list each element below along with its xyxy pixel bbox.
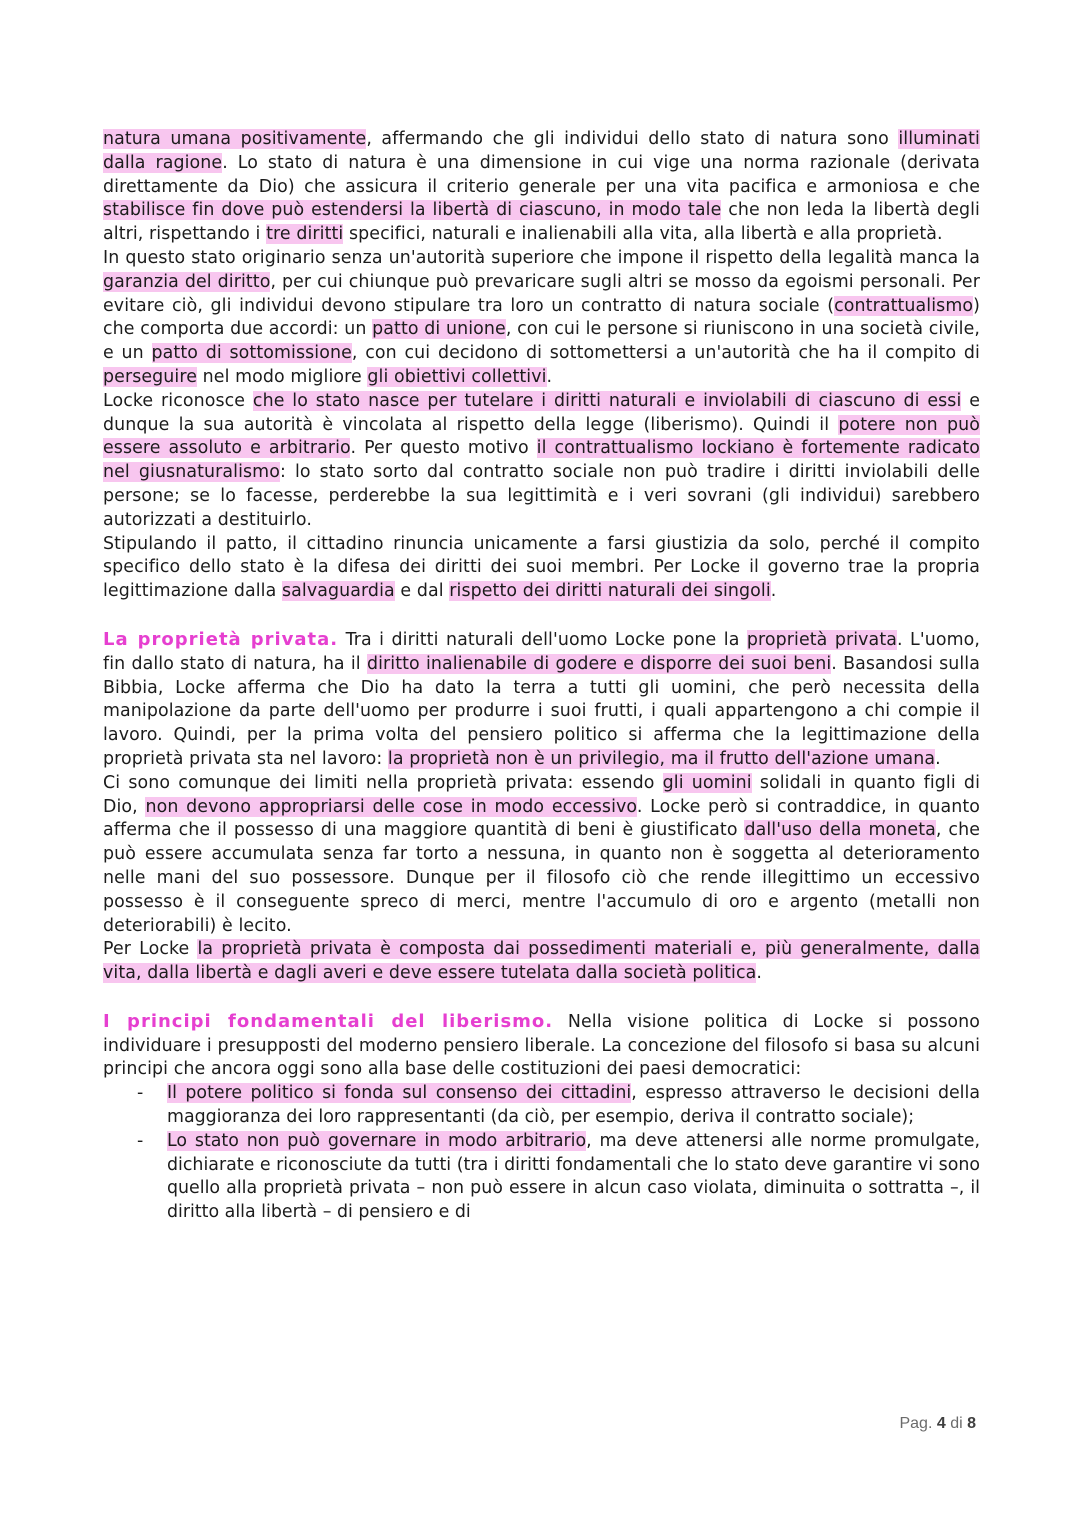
text-run: Ci sono comunque dei limiti nella proprietà privata: essendo — [103, 772, 663, 793]
highlight: illuminati dalla ragione — [103, 129, 980, 173]
section-liberalism — [103, 1010, 980, 1082]
highlight: potere non può essere assoluto e arbitrario — [103, 414, 980, 459]
highlight: gli uomini — [662, 772, 752, 793]
text-run: , per cui chiunque può prevaricare sugli altri se mosso da egoismi personali. Per evitare ciò, gli individui devono stipulare tra loro un contratto di natura sociale ( — [103, 271, 980, 316]
text-run: In questo stato originario senza un'autorità superiore che impone il rispetto della legalità manca la — [103, 247, 980, 268]
highlight: stabilisce fin dove può estendersi la libertà di ciascuno, in modo tale — [103, 200, 722, 221]
highlight: diritto inalienabile di godere e disporre dei suoi beni — [366, 653, 832, 674]
text-run: . Lo stato di natura è una dimensione in cui vige una norma razionale (derivata direttamente da Dio) che assicura il criterio generale per una vita pacifica e armoniosa e che — [103, 152, 980, 197]
text-run: solidali in quanto figli di Dio, — [103, 772, 981, 817]
paragraph-property-limits — [103, 772, 980, 939]
text-run: , con cui decidono di sottomettersi a un'autorità che ha il compito di — [351, 343, 980, 364]
text-run: specifici, naturali e inalienabili alla vita, alla libertà e alla proprietà. — [343, 224, 943, 245]
text-run: . Locke però si contraddice, in quanto afferma che il possesso di una maggiore quantità di beni è giustificato — [103, 796, 980, 841]
paragraph-contract — [103, 247, 980, 390]
text-run: Per Locke — [103, 939, 198, 960]
paragraph-pact — [103, 533, 980, 604]
text-run: , con cui le persone si riuniscono in una società civile, e un — [103, 319, 980, 364]
text-run: Tra i diritti naturali dell'uomo Locke pone la — [338, 629, 747, 650]
highlight: salvaguardia — [281, 581, 395, 602]
highlight: non devono appropriarsi delle cose in modo eccessivo — [145, 796, 637, 817]
highlight: Il potere politico si fonda sul consenso dei cittadini — [167, 1083, 632, 1104]
highlight: tre diritti — [266, 224, 344, 245]
text-run: , ma deve attenersi alle norme promulgate, dichiarate e riconosciute da tutti (tra i diritti fondamentali che lo stato deve garantire vi sono quello alla proprietà privata – non può essere in alcun caso violata, diminuita o sottratta –, il diritto alla libertà – di pensiero e di — [167, 1130, 980, 1223]
list-item — [167, 1130, 980, 1225]
text-run: : lo stato sorto dal contratto sociale non può tradire i diritti inviolabili delle persone; se lo facesse, perderebbe la sua legittimità e i veri sovrani (gli individui) sarebbero autorizzati a destituirlo. — [103, 462, 980, 530]
page-body — [103, 128, 980, 1225]
principles-list — [103, 1082, 980, 1225]
paragraph-natural-rights — [103, 390, 980, 533]
highlight: natura umana positivamente — [103, 129, 367, 149]
text-run: , affermando che gli individui dello stato di natura sono — [366, 129, 899, 149]
section-heading: La proprietà privata. — [103, 628, 339, 650]
highlight: proprietà privata — [746, 629, 897, 650]
text-run: che non leda la libertà degli altri, rispettando i — [103, 200, 980, 245]
text-run: Nella visione politica di Locke si possono individuare i presupposti del moderno pensiero liberale. La concezione del filosofo si basa su alcuni principi che ancora oggi sono alla base delle costituzioni dei paesi democratici: — [103, 1011, 981, 1080]
section-private-property — [103, 628, 980, 772]
page-number-prefix: Pag. — [899, 1415, 937, 1432]
text-run: . — [756, 963, 763, 984]
highlight: la proprietà privata è composta dai possedimenti materiali e, più generalmente, dalla vita, dalla libertà e dagli averi e deve essere tutelata dalla società politica — [103, 939, 980, 984]
highlight: che lo stato nasce per tutelare i diritti naturali e inviolabili di ciascuno di essi — [252, 390, 962, 411]
text-run: e dunque la sua autorità è vincolata al rispetto della legge (liberismo). Quindi il — [103, 390, 980, 435]
text-run: , che può essere accumulata senza far torto a nessuna, in quanto non è soggetta al deterioramento nelle mani del suo possessore. Dunque per il filosofo ciò che rende illegittimo un eccessivo possesso è il conseguente spreco di merci, mentre l'accumulo di oro e argento (metalli non deteriorabili) è lecito. — [103, 820, 981, 936]
highlight: patto di sottomissione — [151, 343, 352, 364]
highlight: Lo stato non può governare in modo arbitrario — [167, 1130, 587, 1151]
paragraph-property-definition — [103, 938, 980, 986]
highlight: rispetto dei diritti naturali dei singoli — [449, 581, 771, 602]
section-heading: I principi fondamentali del liberismo. — [103, 1010, 554, 1032]
text-run: Stipulando il patto, il cittadino rinuncia unicamente a farsi giustizia da solo, perché il compito specifico dello stato è la difesa dei diritti dei suoi membri. Per Locke il governo trae la propria legittimazione dalla — [103, 533, 980, 602]
text-run: nel modo migliore — [197, 366, 368, 387]
text-run: , espresso attraverso le decisioni della maggioranza dei loro rappresentanti (da ciò, per esempio, deriva il contratto sociale); — [167, 1083, 981, 1128]
text-run: Locke riconosce — [103, 390, 253, 411]
highlight: garanzia del diritto — [103, 271, 271, 292]
list-item — [167, 1082, 980, 1130]
text-run: . — [770, 581, 777, 602]
text-run: . — [546, 366, 553, 387]
page-total: 8 — [967, 1415, 976, 1432]
paragraph-state-of-nature — [103, 128, 980, 247]
highlight: contrattualismo — [834, 295, 974, 316]
text-run: e dal — [394, 581, 450, 602]
highlight: dall'uso della moneta — [744, 820, 936, 841]
page-current: 4 — [936, 1415, 946, 1432]
highlight: la proprietà non è un privilegio, ma il frutto dell'azione umana — [387, 748, 936, 769]
highlight: gli obiettivi collettivi — [367, 366, 547, 387]
text-run: . — [935, 748, 941, 769]
page-number-separator: di — [945, 1415, 968, 1432]
page-number — [899, 1415, 976, 1433]
text-run: . L'uomo, fin dallo stato di natura, ha il — [103, 629, 980, 674]
highlight: patto di unione — [372, 319, 506, 340]
highlight: il contrattualismo lockiano è fortemente radicato nel giusnaturalismo — [103, 438, 981, 483]
text-run: . Per questo motivo — [350, 438, 537, 459]
highlight: perseguire — [103, 366, 198, 387]
text-run: ) che comporta due accordi: un — [103, 295, 980, 340]
text-run: . Basandosi sulla Bibbia, Locke afferma che Dio ha dato la terra a tutti gli uomini, che però necessita della manipolazione da parte dell'uomo per produrre i suoi frutti, i quali appartengono a chi compie il lavoro. Quindi, per la prima volta del pensiero politico si afferma che la legittimazione della proprietà privata sta nel lavoro: — [103, 653, 980, 769]
